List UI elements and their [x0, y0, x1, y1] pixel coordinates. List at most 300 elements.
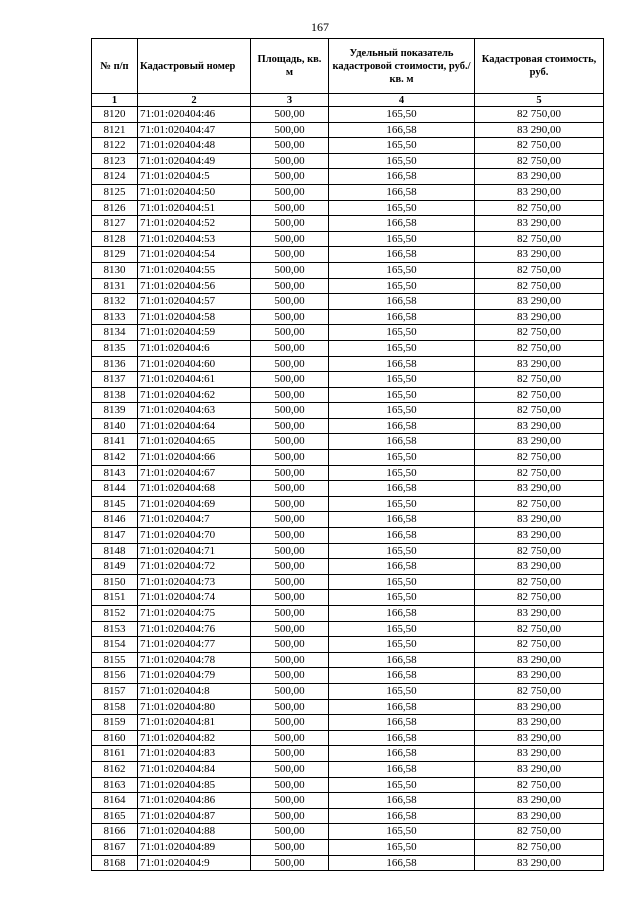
area-cell: 500,00 — [251, 574, 329, 590]
row-number-cell: 8127 — [92, 216, 138, 232]
table-row — [92, 231, 604, 247]
area-cell: 500,00 — [251, 387, 329, 403]
cadastral-value-cell: 83 290,00 — [475, 855, 604, 871]
table-row — [92, 683, 604, 699]
row-number-cell: 8121 — [92, 122, 138, 138]
area-cell: 500,00 — [251, 824, 329, 840]
area-cell: 500,00 — [251, 543, 329, 559]
cadastral-number-cell: 71:01:020404:87 — [138, 808, 251, 824]
row-number-cell: 8155 — [92, 652, 138, 668]
cadastral-number-cell: 71:01:020404:60 — [138, 356, 251, 372]
cadastral-value-cell: 83 290,00 — [475, 481, 604, 497]
row-number-cell: 8145 — [92, 496, 138, 512]
header-area: Площадь, кв. м — [251, 39, 329, 94]
specific-value-cell: 166,58 — [329, 481, 475, 497]
cadastral-value-cell: 83 290,00 — [475, 418, 604, 434]
cadastral-number-cell: 71:01:020404:82 — [138, 730, 251, 746]
cadastral-value-cell: 83 290,00 — [475, 512, 604, 528]
row-number-cell: 8161 — [92, 746, 138, 762]
specific-value-cell: 165,50 — [329, 824, 475, 840]
cadastral-value-cell: 83 290,00 — [475, 247, 604, 263]
table-row — [92, 637, 604, 653]
cadastral-number-cell: 71:01:020404:55 — [138, 262, 251, 278]
cadastral-number-cell: 71:01:020404:85 — [138, 777, 251, 793]
specific-value-cell: 165,50 — [329, 637, 475, 653]
cadastral-number-cell: 71:01:020404:69 — [138, 496, 251, 512]
cadastral-value-cell: 83 290,00 — [475, 356, 604, 372]
cadastral-number-cell: 71:01:020404:81 — [138, 715, 251, 731]
cadastral-value-cell: 82 750,00 — [475, 839, 604, 855]
specific-value-cell: 165,50 — [329, 340, 475, 356]
cadastral-value-cell: 83 290,00 — [475, 715, 604, 731]
table-row — [92, 496, 604, 512]
cadastral-value-cell: 82 750,00 — [475, 543, 604, 559]
specific-value-cell: 165,50 — [329, 200, 475, 216]
specific-value-cell: 166,58 — [329, 668, 475, 684]
cadastral-value-cell: 82 750,00 — [475, 231, 604, 247]
specific-value-cell: 165,50 — [329, 590, 475, 606]
cadastral-number-cell: 71:01:020404:70 — [138, 528, 251, 544]
specific-value-cell: 165,50 — [329, 153, 475, 169]
header-cadastral-value: Кадастровая стоимость, руб. — [475, 39, 604, 94]
specific-value-cell: 166,58 — [329, 356, 475, 372]
row-number-cell: 8124 — [92, 169, 138, 185]
table-row — [92, 138, 604, 154]
specific-value-cell: 166,58 — [329, 512, 475, 528]
cadastral-number-cell: 71:01:020404:54 — [138, 247, 251, 263]
cadastral-number-cell: 71:01:020404:58 — [138, 309, 251, 325]
area-cell: 500,00 — [251, 107, 329, 123]
row-number-cell: 8165 — [92, 808, 138, 824]
cadastral-value-cell: 83 290,00 — [475, 309, 604, 325]
specific-value-cell: 165,50 — [329, 372, 475, 388]
table-body — [92, 107, 604, 871]
row-number-cell: 8167 — [92, 839, 138, 855]
column-number: 5 — [475, 94, 604, 107]
area-cell: 500,00 — [251, 777, 329, 793]
specific-value-cell: 166,58 — [329, 247, 475, 263]
cadastral-number-cell: 71:01:020404:76 — [138, 621, 251, 637]
table-row — [92, 200, 604, 216]
cadastral-number-cell: 71:01:020404:73 — [138, 574, 251, 590]
area-cell: 500,00 — [251, 309, 329, 325]
specific-value-cell: 166,58 — [329, 715, 475, 731]
table-row — [92, 761, 604, 777]
area-cell: 500,00 — [251, 122, 329, 138]
row-number-cell: 8150 — [92, 574, 138, 590]
cadastral-value-cell: 82 750,00 — [475, 278, 604, 294]
area-cell: 500,00 — [251, 200, 329, 216]
cadastral-value-cell: 83 290,00 — [475, 606, 604, 622]
specific-value-cell: 165,50 — [329, 496, 475, 512]
table-row — [92, 325, 604, 341]
table-row — [92, 699, 604, 715]
specific-value-cell: 165,50 — [329, 839, 475, 855]
specific-value-cell: 165,50 — [329, 138, 475, 154]
column-number: 2 — [138, 94, 251, 107]
area-cell: 500,00 — [251, 262, 329, 278]
cadastral-number-cell: 71:01:020404:9 — [138, 855, 251, 871]
row-number-cell: 8163 — [92, 777, 138, 793]
cadastral-value-cell: 83 290,00 — [475, 122, 604, 138]
cadastral-number-cell: 71:01:020404:64 — [138, 418, 251, 434]
area-cell: 500,00 — [251, 652, 329, 668]
specific-value-cell: 166,58 — [329, 652, 475, 668]
area-cell: 500,00 — [251, 231, 329, 247]
cadastral-number-cell: 71:01:020404:67 — [138, 465, 251, 481]
cadastral-number-cell: 71:01:020404:56 — [138, 278, 251, 294]
cadastral-number-cell: 71:01:020404:61 — [138, 372, 251, 388]
specific-value-cell: 165,50 — [329, 543, 475, 559]
header-specific-value: Удельный показатель кадастровой стоимости, руб./кв. м — [329, 39, 475, 94]
table-row — [92, 668, 604, 684]
row-number-cell: 8146 — [92, 512, 138, 528]
area-cell: 500,00 — [251, 434, 329, 450]
cadastral-value-cell: 82 750,00 — [475, 465, 604, 481]
row-number-cell: 8153 — [92, 621, 138, 637]
table-row — [92, 247, 604, 263]
column-number: 4 — [329, 94, 475, 107]
row-number-cell: 8142 — [92, 450, 138, 466]
row-number-cell: 8157 — [92, 683, 138, 699]
area-cell: 500,00 — [251, 730, 329, 746]
cadastral-value-cell: 83 290,00 — [475, 294, 604, 310]
cadastral-value-cell: 83 290,00 — [475, 559, 604, 575]
row-number-cell: 8129 — [92, 247, 138, 263]
area-cell: 500,00 — [251, 496, 329, 512]
cadastral-number-cell: 71:01:020404:7 — [138, 512, 251, 528]
area-cell: 500,00 — [251, 621, 329, 637]
specific-value-cell: 165,50 — [329, 262, 475, 278]
row-number-cell: 8148 — [92, 543, 138, 559]
specific-value-cell: 166,58 — [329, 184, 475, 200]
row-number-cell: 8133 — [92, 309, 138, 325]
row-number-cell: 8154 — [92, 637, 138, 653]
area-cell: 500,00 — [251, 715, 329, 731]
page-number: 167 — [311, 20, 329, 34]
specific-value-cell: 166,58 — [329, 309, 475, 325]
area-cell: 500,00 — [251, 590, 329, 606]
column-number: 1 — [92, 94, 138, 107]
specific-value-cell: 166,58 — [329, 294, 475, 310]
row-number-cell: 8143 — [92, 465, 138, 481]
cadastral-value-cell: 82 750,00 — [475, 496, 604, 512]
cadastral-number-cell: 71:01:020404:53 — [138, 231, 251, 247]
cadastral-value-cell: 82 750,00 — [475, 372, 604, 388]
cadastral-number-cell: 71:01:020404:86 — [138, 793, 251, 809]
cadastral-value-cell: 82 750,00 — [475, 107, 604, 123]
cadastral-value-cell: 82 750,00 — [475, 325, 604, 341]
table-row — [92, 824, 604, 840]
column-number: 3 — [251, 94, 329, 107]
cadastral-number-cell: 71:01:020404:75 — [138, 606, 251, 622]
specific-value-cell: 166,58 — [329, 169, 475, 185]
specific-value-cell: 166,58 — [329, 699, 475, 715]
row-number-cell: 8128 — [92, 231, 138, 247]
cadastral-value-cell: 82 750,00 — [475, 637, 604, 653]
specific-value-cell: 166,58 — [329, 808, 475, 824]
area-cell: 500,00 — [251, 683, 329, 699]
area-cell: 500,00 — [251, 372, 329, 388]
cadastral-number-cell: 71:01:020404:68 — [138, 481, 251, 497]
column-number-row — [92, 94, 604, 107]
area-cell: 500,00 — [251, 512, 329, 528]
cadastral-number-cell: 71:01:020404:52 — [138, 216, 251, 232]
row-number-cell: 8168 — [92, 855, 138, 871]
area-cell: 500,00 — [251, 153, 329, 169]
area-cell: 500,00 — [251, 668, 329, 684]
cadastral-number-cell: 71:01:020404:50 — [138, 184, 251, 200]
cadastral-value-cell: 82 750,00 — [475, 153, 604, 169]
table-row — [92, 777, 604, 793]
specific-value-cell: 165,50 — [329, 325, 475, 341]
table-row — [92, 122, 604, 138]
row-number-cell: 8120 — [92, 107, 138, 123]
table-row — [92, 808, 604, 824]
table-row — [92, 387, 604, 403]
table-row — [92, 543, 604, 559]
table-row — [92, 528, 604, 544]
cadastral-value-cell: 82 750,00 — [475, 262, 604, 278]
row-number-cell: 8122 — [92, 138, 138, 154]
cadastral-value-cell: 82 750,00 — [475, 574, 604, 590]
specific-value-cell: 165,50 — [329, 465, 475, 481]
table-row — [92, 340, 604, 356]
table-row — [92, 153, 604, 169]
cadastral-value-cell: 82 750,00 — [475, 403, 604, 419]
table-row — [92, 839, 604, 855]
area-cell: 500,00 — [251, 418, 329, 434]
cadastral-number-cell: 71:01:020404:88 — [138, 824, 251, 840]
cadastral-number-cell: 71:01:020404:66 — [138, 450, 251, 466]
table-row — [92, 512, 604, 528]
cadastral-number-cell: 71:01:020404:79 — [138, 668, 251, 684]
specific-value-cell: 166,58 — [329, 434, 475, 450]
cadastral-number-cell: 71:01:020404:77 — [138, 637, 251, 653]
cadastral-value-cell: 83 290,00 — [475, 668, 604, 684]
row-number-cell: 8141 — [92, 434, 138, 450]
table-row — [92, 262, 604, 278]
row-number-cell: 8140 — [92, 418, 138, 434]
specific-value-cell: 165,50 — [329, 683, 475, 699]
cadastral-number-cell: 71:01:020404:57 — [138, 294, 251, 310]
area-cell: 500,00 — [251, 138, 329, 154]
area-cell: 500,00 — [251, 403, 329, 419]
specific-value-cell: 166,58 — [329, 122, 475, 138]
table-row — [92, 855, 604, 871]
row-number-cell: 8166 — [92, 824, 138, 840]
table-row — [92, 107, 604, 123]
area-cell: 500,00 — [251, 356, 329, 372]
cadastral-value-cell: 83 290,00 — [475, 434, 604, 450]
area-cell: 500,00 — [251, 761, 329, 777]
cadastral-number-cell: 71:01:020404:47 — [138, 122, 251, 138]
specific-value-cell: 165,50 — [329, 278, 475, 294]
row-number-cell: 8144 — [92, 481, 138, 497]
cadastral-table — [91, 38, 604, 871]
area-cell: 500,00 — [251, 294, 329, 310]
cadastral-number-cell: 71:01:020404:89 — [138, 839, 251, 855]
row-number-cell: 8149 — [92, 559, 138, 575]
row-number-cell: 8138 — [92, 387, 138, 403]
specific-value-cell: 166,58 — [329, 418, 475, 434]
table-row — [92, 574, 604, 590]
table-row — [92, 278, 604, 294]
cadastral-value-cell: 83 290,00 — [475, 808, 604, 824]
row-number-cell: 8151 — [92, 590, 138, 606]
table-row — [92, 309, 604, 325]
row-number-cell: 8160 — [92, 730, 138, 746]
specific-value-cell: 165,50 — [329, 403, 475, 419]
table-row — [92, 590, 604, 606]
row-number-cell: 8126 — [92, 200, 138, 216]
cadastral-value-cell: 83 290,00 — [475, 746, 604, 762]
cadastral-number-cell: 71:01:020404:74 — [138, 590, 251, 606]
row-number-cell: 8123 — [92, 153, 138, 169]
table-row — [92, 606, 604, 622]
specific-value-cell: 166,58 — [329, 559, 475, 575]
cadastral-value-cell: 82 750,00 — [475, 621, 604, 637]
specific-value-cell: 166,58 — [329, 793, 475, 809]
cadastral-value-cell: 83 290,00 — [475, 528, 604, 544]
specific-value-cell: 165,50 — [329, 621, 475, 637]
cadastral-value-cell: 83 290,00 — [475, 652, 604, 668]
cadastral-number-cell: 71:01:020404:65 — [138, 434, 251, 450]
cadastral-number-cell: 71:01:020404:8 — [138, 683, 251, 699]
cadastral-value-cell: 83 290,00 — [475, 761, 604, 777]
header-cadastral-number: Кадастровый номер — [138, 39, 251, 94]
row-number-cell: 8136 — [92, 356, 138, 372]
area-cell: 500,00 — [251, 637, 329, 653]
cadastral-number-cell: 71:01:020404:59 — [138, 325, 251, 341]
table-row — [92, 621, 604, 637]
cadastral-number-cell: 71:01:020404:49 — [138, 153, 251, 169]
area-cell: 500,00 — [251, 278, 329, 294]
cadastral-value-cell: 82 750,00 — [475, 824, 604, 840]
area-cell: 500,00 — [251, 247, 329, 263]
cadastral-value-cell: 83 290,00 — [475, 169, 604, 185]
header-row — [92, 39, 604, 94]
row-number-cell: 8162 — [92, 761, 138, 777]
cadastral-number-cell: 71:01:020404:72 — [138, 559, 251, 575]
table-row — [92, 169, 604, 185]
table-row — [92, 294, 604, 310]
cadastral-value-cell: 82 750,00 — [475, 387, 604, 403]
cadastral-number-cell: 71:01:020404:78 — [138, 652, 251, 668]
cadastral-number-cell: 71:01:020404:51 — [138, 200, 251, 216]
area-cell: 500,00 — [251, 699, 329, 715]
area-cell: 500,00 — [251, 746, 329, 762]
table-row — [92, 730, 604, 746]
area-cell: 500,00 — [251, 325, 329, 341]
table-row — [92, 793, 604, 809]
area-cell: 500,00 — [251, 450, 329, 466]
cadastral-number-cell: 71:01:020404:63 — [138, 403, 251, 419]
table-row — [92, 216, 604, 232]
table-row — [92, 481, 604, 497]
cadastral-number-cell: 71:01:020404:48 — [138, 138, 251, 154]
table-row — [92, 652, 604, 668]
row-number-cell: 8135 — [92, 340, 138, 356]
cadastral-value-cell: 82 750,00 — [475, 200, 604, 216]
area-cell: 500,00 — [251, 808, 329, 824]
row-number-cell: 8158 — [92, 699, 138, 715]
row-number-cell: 8156 — [92, 668, 138, 684]
specific-value-cell: 165,50 — [329, 107, 475, 123]
row-number-cell: 8132 — [92, 294, 138, 310]
area-cell: 500,00 — [251, 793, 329, 809]
area-cell: 500,00 — [251, 481, 329, 497]
row-number-cell: 8130 — [92, 262, 138, 278]
row-number-cell: 8125 — [92, 184, 138, 200]
specific-value-cell: 166,58 — [329, 216, 475, 232]
table-row — [92, 403, 604, 419]
row-number-cell: 8139 — [92, 403, 138, 419]
specific-value-cell: 165,50 — [329, 777, 475, 793]
specific-value-cell: 166,58 — [329, 746, 475, 762]
table-row — [92, 746, 604, 762]
specific-value-cell: 166,58 — [329, 528, 475, 544]
cadastral-number-cell: 71:01:020404:84 — [138, 761, 251, 777]
cadastral-value-cell: 83 290,00 — [475, 184, 604, 200]
specific-value-cell: 165,50 — [329, 387, 475, 403]
specific-value-cell: 166,58 — [329, 855, 475, 871]
area-cell: 500,00 — [251, 855, 329, 871]
specific-value-cell: 166,58 — [329, 730, 475, 746]
specific-value-cell: 165,50 — [329, 450, 475, 466]
cadastral-value-cell: 83 290,00 — [475, 730, 604, 746]
table-row — [92, 465, 604, 481]
cadastral-number-cell: 71:01:020404:83 — [138, 746, 251, 762]
cadastral-value-cell: 83 290,00 — [475, 793, 604, 809]
area-cell: 500,00 — [251, 216, 329, 232]
area-cell: 500,00 — [251, 839, 329, 855]
cadastral-number-cell: 71:01:020404:46 — [138, 107, 251, 123]
header-row-number: № п/п — [92, 39, 138, 94]
specific-value-cell: 166,58 — [329, 606, 475, 622]
cadastral-value-cell: 82 750,00 — [475, 138, 604, 154]
cadastral-number-cell: 71:01:020404:5 — [138, 169, 251, 185]
table-row — [92, 356, 604, 372]
cadastral-number-cell: 71:01:020404:71 — [138, 543, 251, 559]
table-row — [92, 559, 604, 575]
table-row — [92, 418, 604, 434]
specific-value-cell: 165,50 — [329, 574, 475, 590]
row-number-cell: 8131 — [92, 278, 138, 294]
area-cell: 500,00 — [251, 169, 329, 185]
table-row — [92, 184, 604, 200]
table-row — [92, 450, 604, 466]
row-number-cell: 8164 — [92, 793, 138, 809]
area-cell: 500,00 — [251, 184, 329, 200]
cadastral-number-cell: 71:01:020404:80 — [138, 699, 251, 715]
row-number-cell: 8147 — [92, 528, 138, 544]
area-cell: 500,00 — [251, 559, 329, 575]
table-row — [92, 715, 604, 731]
specific-value-cell: 166,58 — [329, 761, 475, 777]
area-cell: 500,00 — [251, 528, 329, 544]
cadastral-value-cell: 83 290,00 — [475, 216, 604, 232]
area-cell: 500,00 — [251, 465, 329, 481]
area-cell: 500,00 — [251, 340, 329, 356]
row-number-cell: 8159 — [92, 715, 138, 731]
table-row — [92, 372, 604, 388]
row-number-cell: 8134 — [92, 325, 138, 341]
cadastral-value-cell: 83 290,00 — [475, 699, 604, 715]
area-cell: 500,00 — [251, 606, 329, 622]
table-row — [92, 434, 604, 450]
cadastral-value-cell: 82 750,00 — [475, 590, 604, 606]
